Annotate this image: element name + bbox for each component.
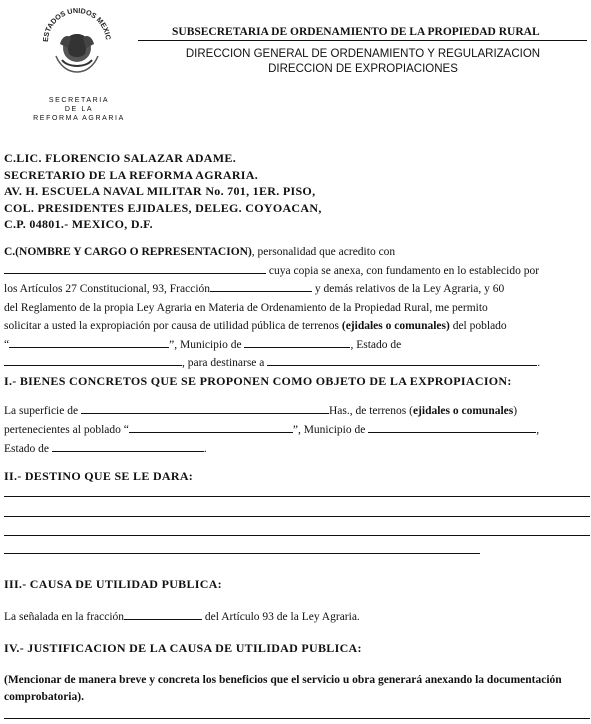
intro-text-4: del Reglamento de la propia Ley Agraria en Materia de Ordenamiento de la Propiedad Rural, me permito [4, 301, 488, 314]
estado-blank[interactable] [4, 355, 182, 366]
mexico-coat-of-arms-seal [38, 4, 116, 76]
open-quote: “ [4, 338, 10, 351]
s1-comma: , [536, 424, 540, 436]
intro-text-3a: los Artículos 27 Constitucional, 93, Fracción [4, 283, 211, 295]
intro-ejidales-bold: (ejidales o comunales) [341, 320, 450, 332]
credential-blank[interactable] [4, 263, 266, 274]
section-1-body [4, 402, 539, 459]
direccion-block [140, 47, 586, 77]
destino-blank[interactable] [267, 355, 537, 366]
section-3-body [4, 608, 360, 627]
s1-ejidales-bold: ejidales o comunales [412, 405, 514, 417]
secretaria-line-1: SECRETARIA [48, 97, 110, 104]
intro-text-3b: y demás relativos de la Ley Agraria, y 60 [312, 283, 505, 295]
intro-text-2: cuya copia se anexa, con fundamento en lo establecido por [266, 264, 540, 277]
seal-text: ESTADOS UNIDOS MEXIC [40, 5, 113, 43]
s1-period: . [203, 443, 207, 455]
section-2-title: II.- DESTINO QUE SE LE DARA: [4, 469, 194, 483]
section-4-note: (Mencionar de manera breve y concreta los beneficios que el servicio u obra generará anexando la documentación comprobatoria). [4, 674, 562, 703]
intro-text-5a: solicitar a usted la expropiación por causa de utilidad pública de terrenos [4, 320, 342, 332]
destino-line-1[interactable] [4, 496, 590, 497]
superficie-blank[interactable] [81, 403, 329, 414]
addressee-line-3: AV. H. ESCUELA NAVAL MILITAR No. 701, 1ER. PISO, [4, 184, 316, 198]
s1-poblado-blank[interactable] [129, 422, 293, 433]
municipio-label: ”, Municipio de [169, 338, 245, 351]
addressee-line-5: C.P. 04801.- MEXICO, D.F. [4, 217, 153, 231]
intro-paragraph [4, 243, 588, 373]
intro-text-1: , personalidad que acredito con [251, 246, 396, 258]
secretaria-line-3: REFORMA AGRARIA [33, 115, 125, 122]
superficie-label: La superficie de [4, 405, 81, 417]
s1-estado-label: Estado de [4, 443, 52, 455]
section-1-title: I.- BIENES CONCRETOS QUE SE PROPONEN COMO OBJETO DE LA EXPROPIACION: [4, 374, 512, 388]
intro-period: . [537, 357, 541, 369]
estado-label: , Estado de [350, 338, 402, 351]
addressee-block [4, 150, 322, 233]
destino-line-3[interactable] [4, 535, 590, 536]
section-3-title: III.- CAUSA DE UTILIDAD PUBLICA: [4, 577, 222, 591]
s1-municipio-blank[interactable] [368, 422, 536, 433]
destino-line-2[interactable] [4, 516, 590, 517]
section-4-title: IV.- JUSTIFICACION DE LA CAUSA DE UTILIDAD PUBLICA: [4, 641, 362, 655]
has-label: Has., de terrenos ( [328, 405, 413, 417]
direccion-expropiaciones: DIRECCION DE EXPROPIACIONES [268, 63, 458, 75]
subsecretaria-title: SUBSECRETARIA DE ORDENAMIENTO DE LA PROPIEDAD RURAL [172, 26, 540, 38]
poblado-blank[interactable] [9, 337, 169, 348]
s1-estado-blank[interactable] [52, 441, 204, 452]
secretaria-line-2: DE LA [64, 106, 94, 113]
addressee-line-1: C.LIC. FLORENCIO SALAZAR ADAME. [4, 151, 236, 165]
destinarse-label: , para destinarse a [182, 357, 268, 369]
secretaria-label [20, 96, 138, 123]
requester-name-placeholder: C.(NOMBRE Y CARGO O REPRESENTACION) [4, 246, 252, 258]
fraccion-blank[interactable] [210, 281, 312, 292]
addressee-line-2: SECRETARIO DE LA REFORMA AGRARIA. [4, 167, 259, 182]
addressee-line-4: COL. PRESIDENTES EJIDALES, DELEG. COYOACAN, [4, 200, 322, 215]
s1-municipio-label: ”, Municipio de [292, 424, 369, 436]
articulo-93-text: del Artículo 93 de la Ley Agraria. [202, 611, 360, 623]
direccion-general: DIRECCION GENERAL DE ORDENAMIENTO Y REGULARIZACION [185, 48, 541, 60]
pertenecientes-label: pertenecientes al poblado “ [4, 424, 129, 436]
eagle-seal-icon [38, 4, 116, 76]
s1-close-paren: ) [513, 405, 518, 417]
intro-text-5b: del poblado [449, 320, 507, 332]
destino-line-4[interactable] [4, 553, 480, 554]
s3-fraccion-blank[interactable] [124, 609, 202, 620]
header-divider [138, 40, 587, 41]
fraccion-label: La señalada en la fracción [4, 611, 125, 623]
justificacion-line-1[interactable] [4, 718, 590, 719]
municipio-blank[interactable] [244, 337, 350, 348]
